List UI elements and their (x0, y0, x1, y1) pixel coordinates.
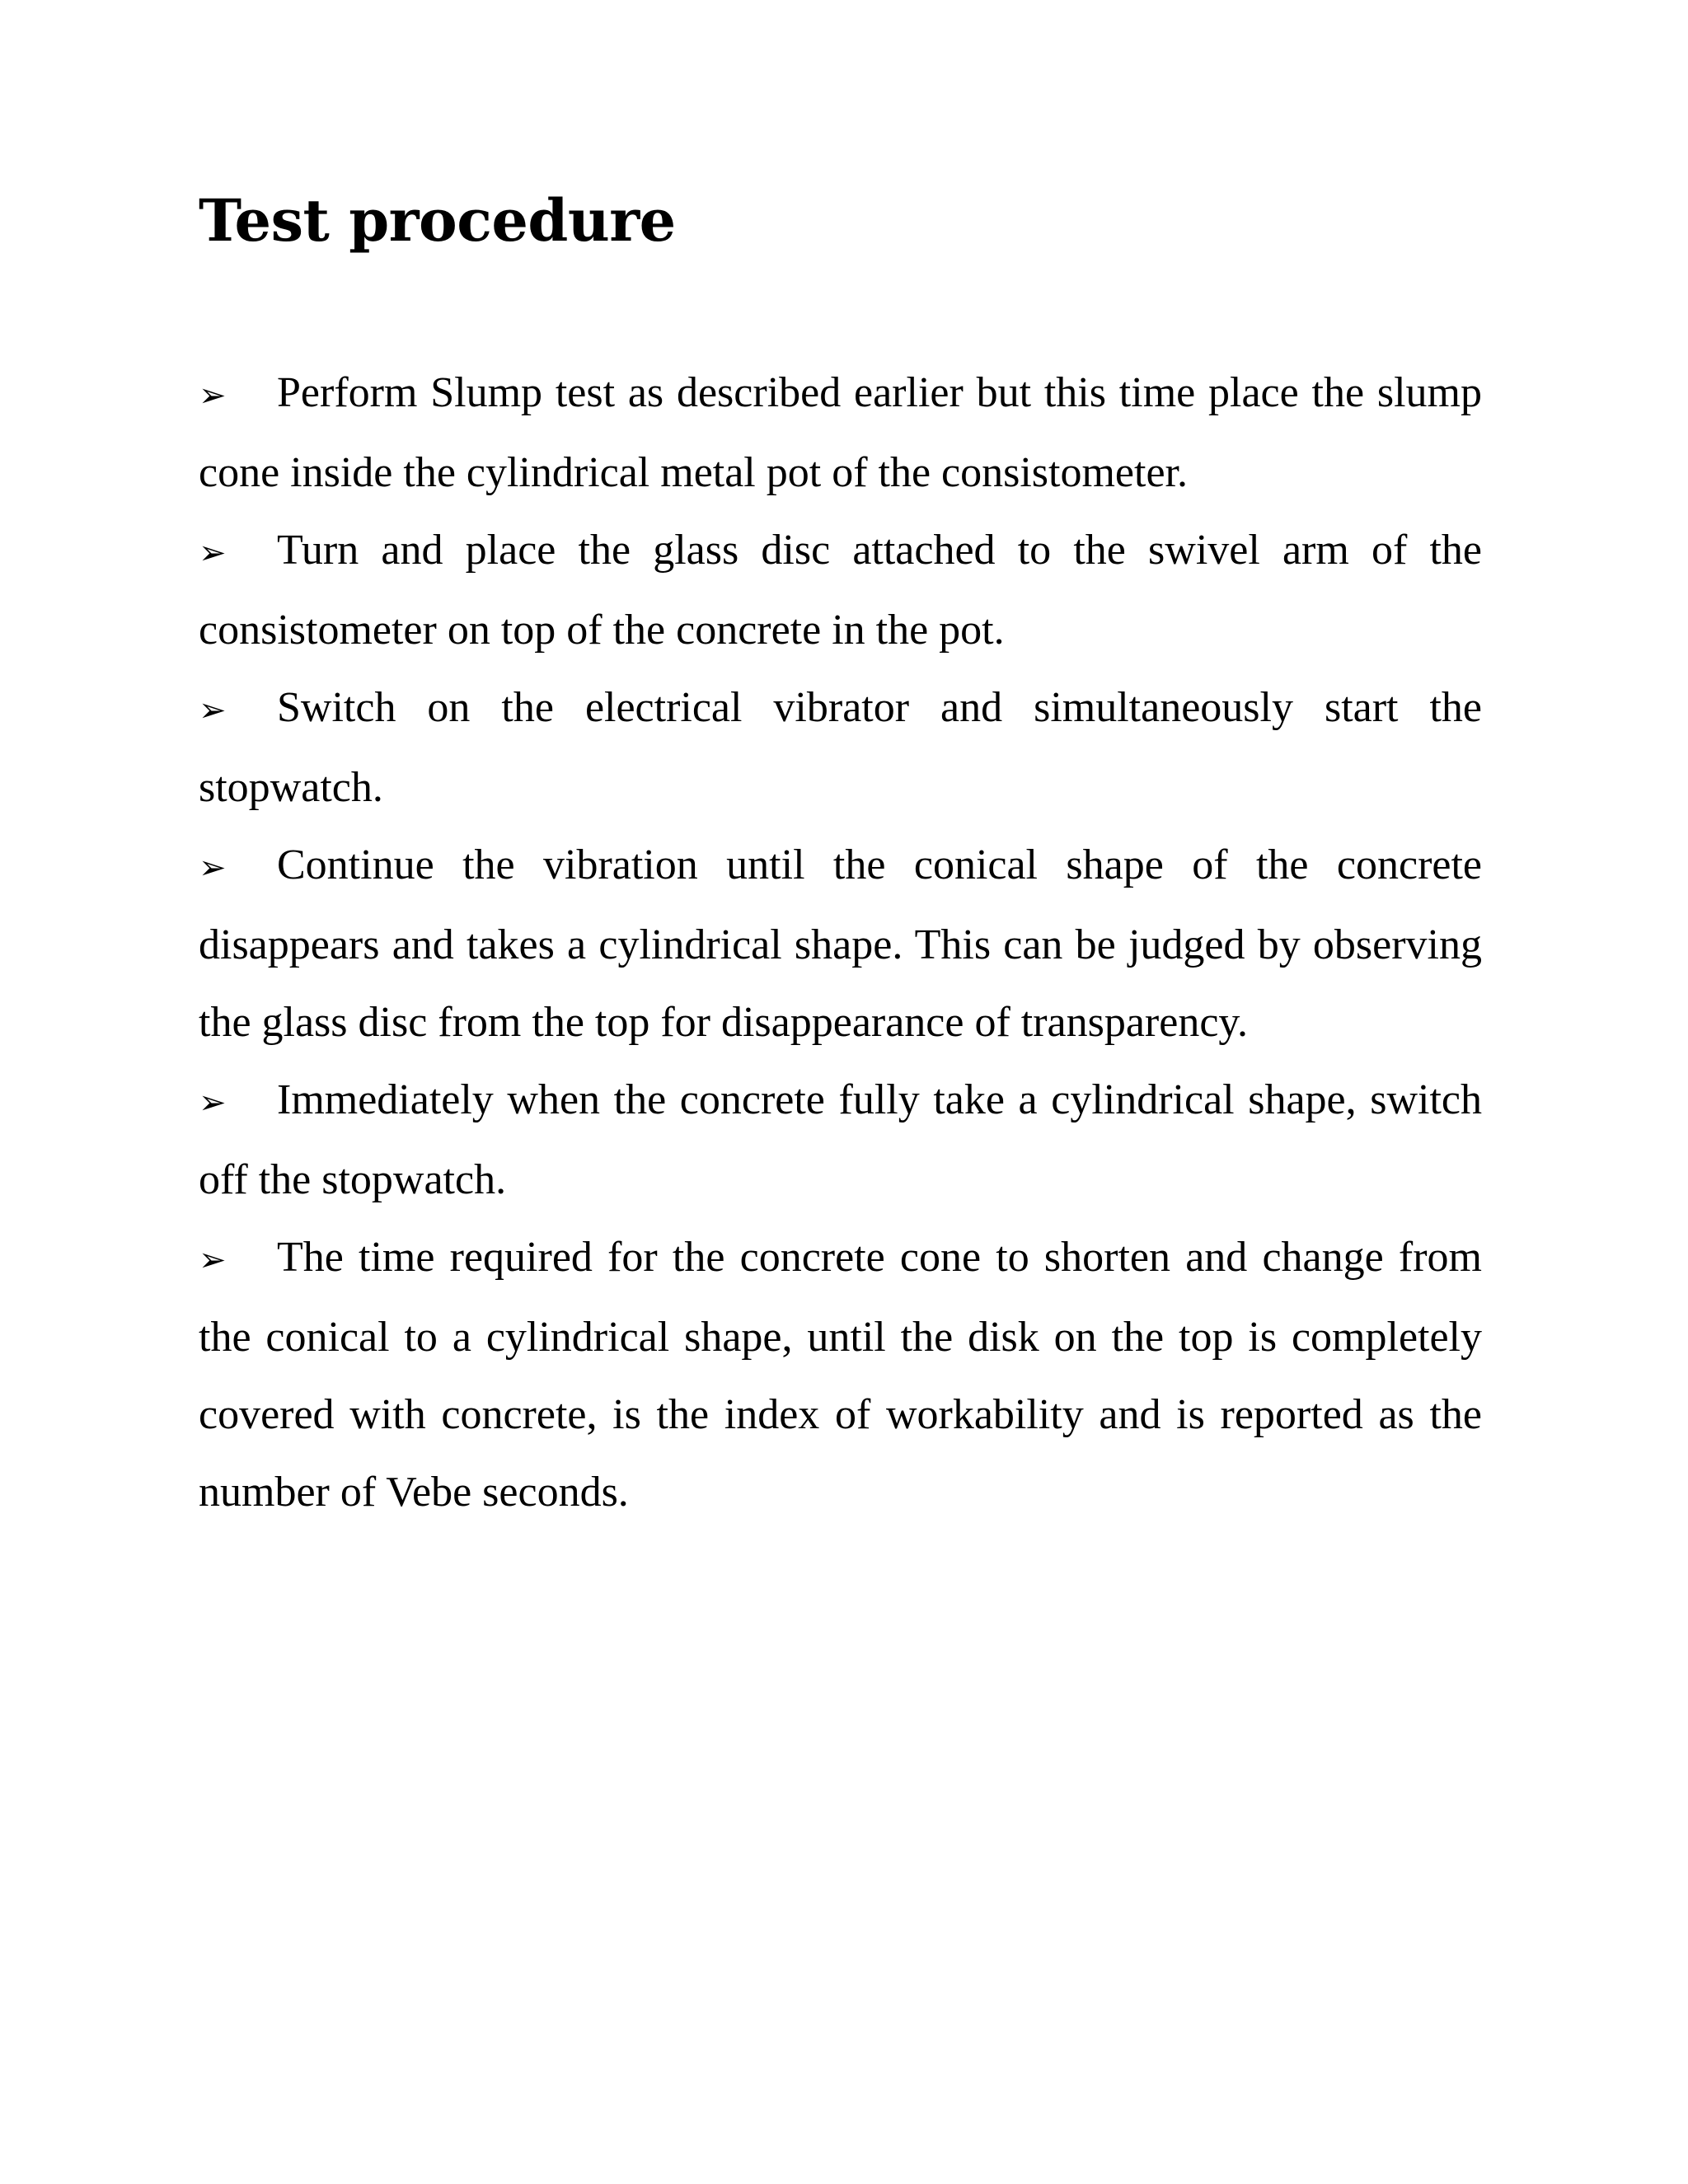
arrow-bullet-icon: ➢ (199, 1084, 227, 1122)
arrow-bullet-icon: ➢ (199, 691, 227, 729)
procedure-step (199, 512, 1482, 669)
arrow-bullet-icon: ➢ (199, 849, 227, 887)
procedure-step-text: Perform Slump test as described earlier but this time place the slump cone inside the cylindrical metal pot of the consistometer. (199, 369, 1482, 496)
procedure-step-text: Switch on the electrical vibrator and simultaneously start the stopwatch. (199, 684, 1482, 811)
procedure-step-text: Continue the vibration until the conical shape of the concrete disappears and takes a cylindrical shape. This can be judged by observing the glass disc from the top for disappearance of transparency. (199, 841, 1482, 1046)
document-page (199, 186, 1482, 1531)
procedure-step-text: Turn and place the glass disc attached to the swivel arm of the consistometer on top of the concrete in the pot. (199, 527, 1482, 654)
procedure-list (199, 354, 1482, 1531)
procedure-step-text: The time required for the concrete cone to shorten and change from the conical to a cylindrical shape, until the disk on the top is completely covered with concrete, is the index of workability and is reported as the number of Vebe seconds. (199, 1234, 1482, 1516)
arrow-bullet-icon: ➢ (199, 534, 227, 572)
procedure-step-text: Immediately when the concrete fully take a cylindrical shape, switch off the stopwatch. (199, 1076, 1482, 1203)
arrow-bullet-icon: ➢ (199, 377, 227, 415)
procedure-step (199, 1062, 1482, 1219)
arrow-bullet-icon: ➢ (199, 1241, 227, 1279)
section-heading: Test procedure (199, 186, 676, 255)
procedure-step (199, 827, 1482, 1062)
procedure-step (199, 1219, 1482, 1531)
procedure-step (199, 669, 1482, 827)
procedure-step (199, 354, 1482, 512)
